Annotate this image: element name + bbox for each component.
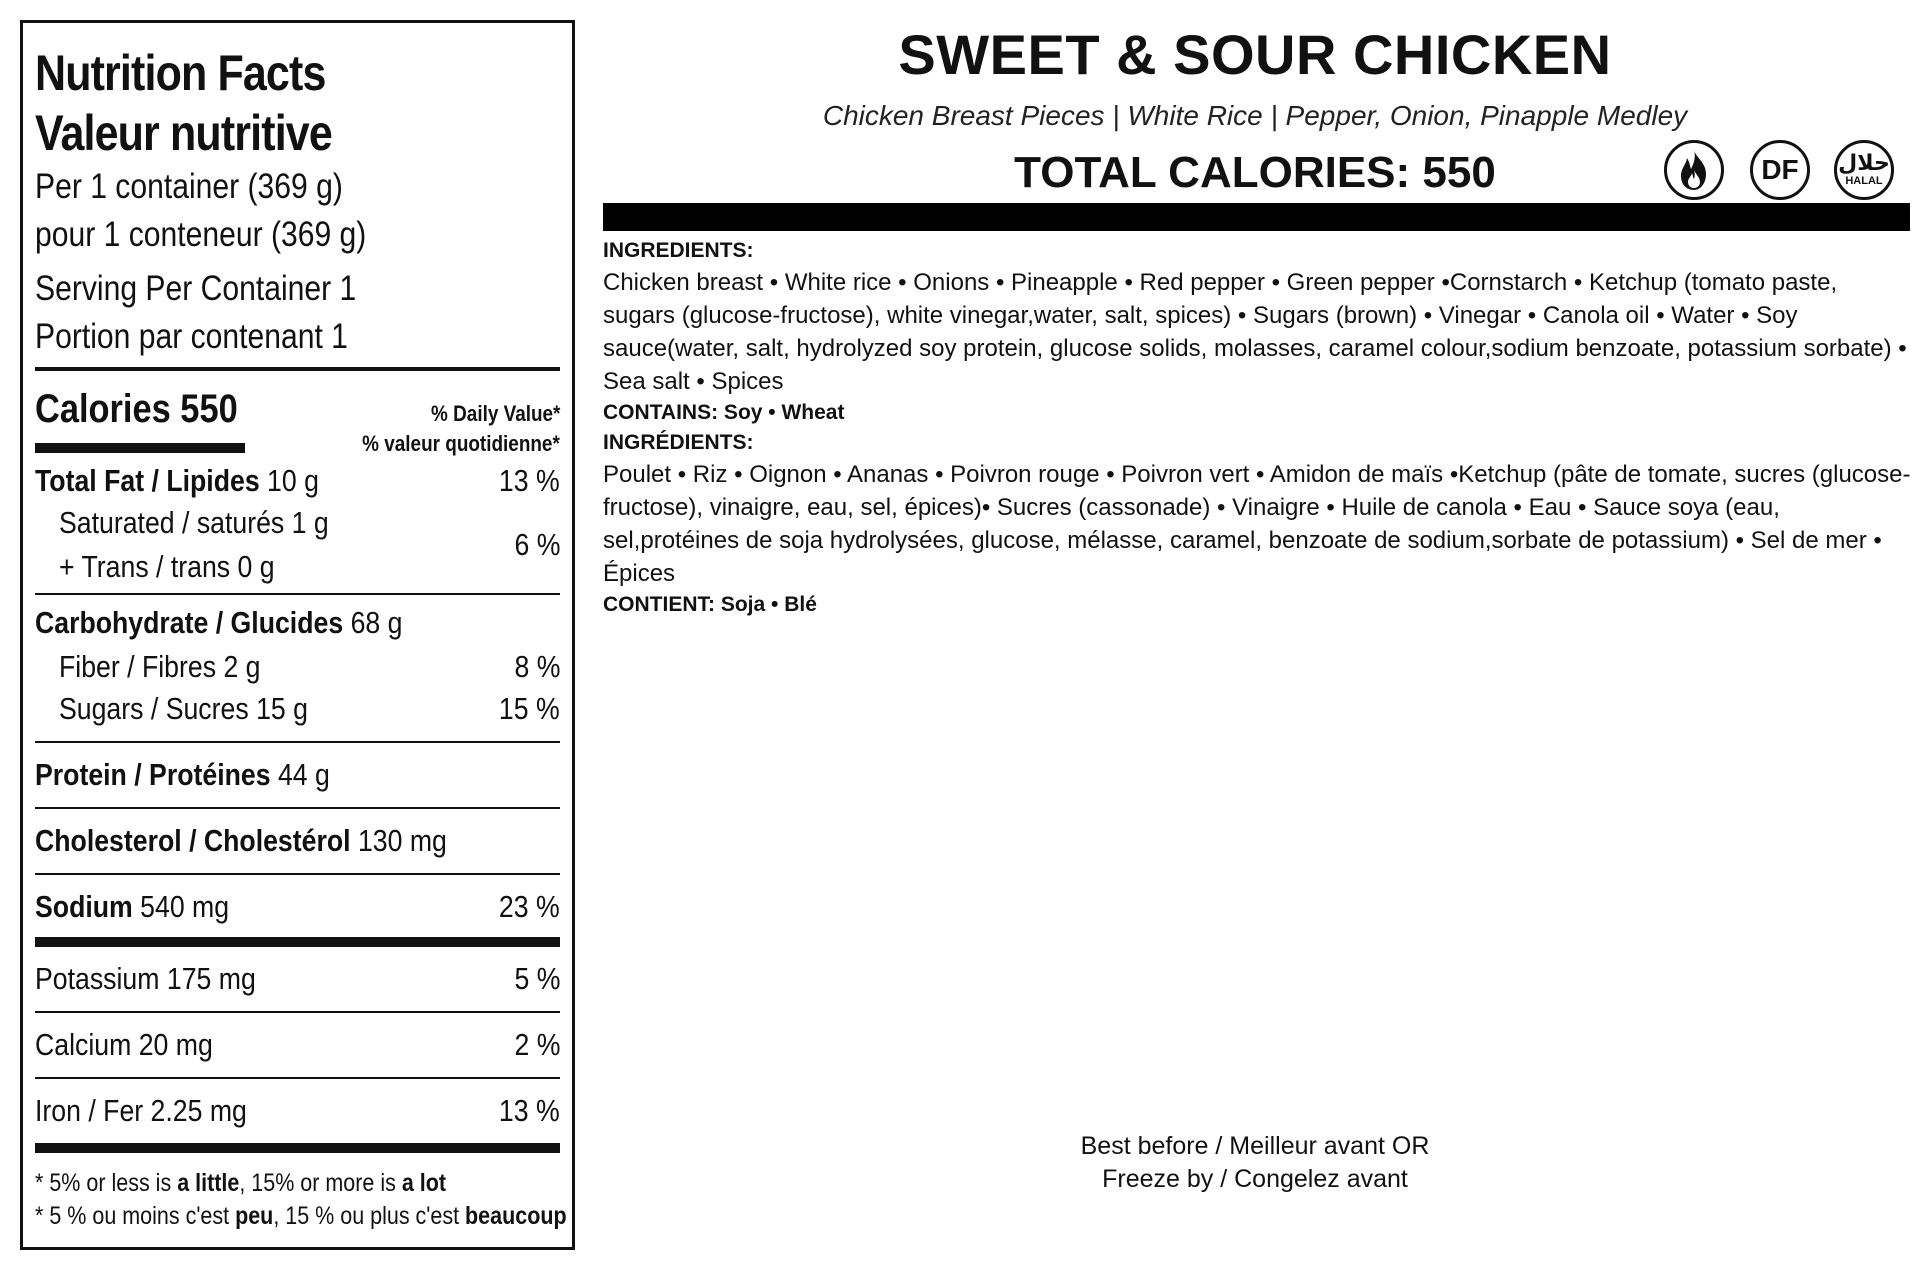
sodium-pct: 23 % [499,889,560,924]
total-fat-pct: 13 % [499,463,560,498]
servings-per-container-en: Serving Per Container 1 [35,269,357,308]
sugars-pct: 15 % [499,691,560,726]
ingredients-section [603,236,1913,620]
divider [35,367,560,371]
ingredients-heading-en: INGREDIENTS: [603,239,754,262]
halal-badge [1834,140,1894,200]
protein-amount: 44 g [270,757,330,792]
calcium-row [35,1013,560,1077]
daily-value-header-en: % Daily Value* [430,401,560,426]
protein-label: Protein / Protéines [35,757,271,792]
fire-icon-shape [1674,148,1714,192]
sodium-amount: 540 mg [132,889,230,924]
fat-breakdown-row [35,503,560,593]
fiber-row [35,645,560,689]
cholesterol-amount: 130 mg [350,823,447,858]
iron-pct: 13 % [499,1093,560,1128]
calories-bar [35,443,245,453]
total-calories: TOTAL CALORIES: 550 [1014,148,1496,197]
best-before-line1: Best before / Meilleur avant OR [1080,1132,1430,1160]
potassium-pct: 5 % [514,961,560,996]
fiber-label: Fiber / Fibres 2 g [59,649,261,684]
nutrition-title-en: Nutrition Facts [35,45,326,101]
calories-value: Calories 550 [35,387,238,431]
fiber-pct: 8 % [514,649,560,684]
ingredients-heading-fr: INGRÉDIENTS: [603,431,754,454]
total-fat-label: Total Fat / Lipides [35,463,260,498]
serving-size-fr: pour 1 conteneur (369 g) [35,215,367,254]
potassium-label: Potassium 175 mg [35,961,256,996]
sugars-row [35,689,560,741]
header-divider-bar [603,203,1910,231]
product-subtitle: Chicken Breast Pieces | White Rice | Pepper, Onion, Pinapple Medley [822,100,1688,131]
best-before [600,1130,1910,1196]
carbohydrate-amount: 68 g [343,605,403,640]
potassium-row [35,947,560,1011]
calcium-label: Calcium 20 mg [35,1027,213,1062]
total-fat-amount: 10 g [259,463,319,498]
iron-row [35,1079,560,1143]
nutrition-title-fr: Valeur nutritive [35,105,332,161]
serving-size-en: Per 1 container (369 g) [35,167,343,206]
fire-icon [1664,140,1724,200]
carbohydrate-label: Carbohydrate / Glucides [35,605,344,640]
saturated-fat-label: Saturated / saturés 1 g [59,505,329,540]
halal-label: HALAL [1845,175,1883,187]
protein-row [35,743,560,807]
footnote-en: * 5% or less is a little, 15% or more is a lot [35,1169,447,1197]
sat-trans-fat-pct: 6 % [514,527,560,562]
ingredients-text-en: Chicken breast • White rice • Onions • Pineapple • Red pepper • Green pepper •Cornstarch • Ketchup (tomato paste, sugars (glucose-fructose), white vinegar,water, salt, spices) • Sugars (brown) • Vinegar • Canola oil • Water • Soy sauce(water, salt, hydrolyzed soy protein, glucose solids, molasses, caramel colour,sodium benzoate, potassium sorbate) • Sea salt • Spices [603,269,1907,395]
dairy-free-label: DF [1761,154,1799,185]
divider-heavy [35,1143,560,1153]
sugars-label: Sugars / Sucres 15 g [59,691,308,726]
dairy-free-badge [1750,140,1810,200]
sodium-label: Sodium [35,889,133,924]
divider-heavy [35,937,560,947]
trans-fat-label: + Trans / trans 0 g [59,549,275,584]
best-before-line2: Freeze by / Congelez avant [1102,1165,1408,1193]
daily-value-header-fr: % valeur quotidienne* [362,431,560,456]
nutrition-facts-panel [20,20,575,1250]
servings-per-container-fr: Portion par contenant 1 [35,317,348,356]
total-fat-row [35,457,560,503]
footnote-fr: * 5 % ou moins c'est peu, 15 % ou plus c'est beaucoup [35,1202,567,1230]
cholesterol-label: Cholesterol / Cholestérol [35,823,351,858]
ingredients-text-fr: Poulet • Riz • Oignon • Ananas • Poivron rouge • Poivron vert • Amidon de maïs •Ketchup (pâte de tomate, sucres (glucose-fructose), vinaigre, eau, sel, épices)• Sucres (cassonade) • Vinaigre • Huile de canola • Eau • Sauce soya (eau, sel,protéines de soja hydrolysées, glucose, mélasse, caramel, benzoate de sodium,sorbate de potassium) • Sel de mer • Épices [603,461,1911,587]
calories-row [35,375,560,457]
contains-en: CONTAINS: Soy • Wheat [603,401,845,424]
sodium-row [35,875,560,937]
calcium-pct: 2 % [514,1027,560,1062]
iron-label: Iron / Fer 2.25 mg [35,1093,247,1128]
contains-fr: CONTIENT: Soja • Blé [603,593,817,616]
cholesterol-row [35,809,560,873]
carbohydrate-row [35,595,560,645]
product-title: SWEET & SOUR CHICKEN [898,23,1612,86]
halal-arabic-label: حلال [1838,151,1890,176]
